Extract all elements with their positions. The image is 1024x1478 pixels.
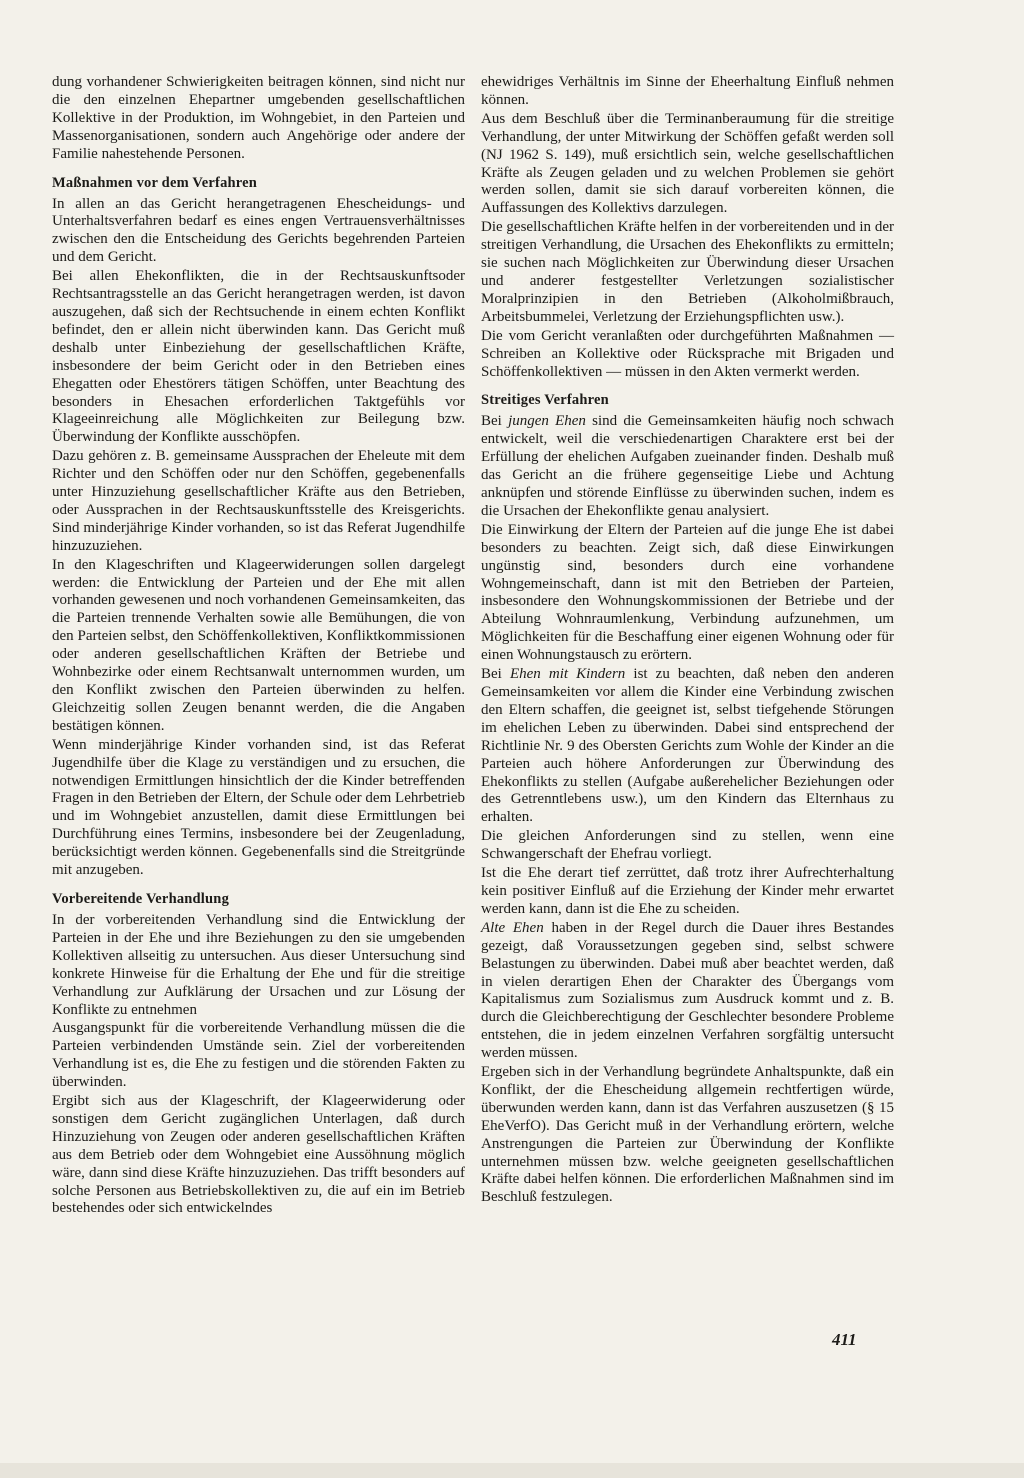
paragraph: ehewidriges Verhältnis im Sinne der Eheerhaltung Einfluß nehmen können.	[481, 74, 894, 108]
section-heading-streitiges: Streitiges Verfahren	[481, 392, 609, 409]
paragraph	[481, 920, 894, 1063]
paragraph: Die Einwirkung der Eltern der Parteien auf die junge Ehe ist dabei besonders zu beachten. Zeigt sich, daß diese Einwirkungen ungünstig sind, besonders durch eine vorhandene Wohngemeinschaft, dann ist mit den Betrieben der Parteien, insbesondere den Wohnungskommissionen der Betriebe und der Abteilung Wohnraumlenkung, Verbindung aufzunehmen, um Möglichkeiten für die Beschaffung einer eigenen Wohnung oder für einen Wohnungstausch zu erörtern.	[481, 521, 894, 664]
paragraph: Ist die Ehe derart tief zerrüttet, daß trotz ihrer Aufrechterhaltung kein positiver Einfluß auf die Erziehung der Kinder mehr erwartet werden kann, dann ist die Ehe zu scheiden.	[481, 865, 894, 917]
paragraph: dung vorhandener Schwierigkeiten beitragen können, sind nicht nur die den einzelnen Ehepartner umgebenden gesellschaftlichen Kollektive in der Produktion, im Wohngebiet, in den Parteien und Massenorganisationen, sondern auch Angehörige oder andere der Familie nahestehende Personen.	[52, 74, 465, 162]
text-run: Bei	[481, 413, 509, 430]
text-run: sind die Gemeinsamkeiten häufig noch schwach entwickelt, weil die verschiedenartigen Charaktere erst bei der Erfüllung der ehelichen Aufgaben zueinander finden. Deshalb muß das Gericht an die frühere gegenseitige Liebe und Achtung anknüpfen und störende Einflüsse zu überwinden suchen, indem es die Ursachen der Ehekonflikte genau analysiert.	[481, 413, 894, 519]
paragraph: Die vom Gericht veranlaßten oder durchgeführten Maßnahmen — Schreiben an Kollektive oder Rücksprache mit Brigaden und Schöffenkollektiven — müssen in den Akten vermerkt werden.	[481, 327, 894, 380]
paragraph: In allen an das Gericht herangetragenen Ehescheidungs- und Unterhaltsverfahren bedarf es eines engen Vertrauensverhältnisses zwischen den die Entscheidung des Gerichts begehrenden Parteien und dem Gericht.	[52, 195, 465, 266]
right-column	[481, 74, 894, 1207]
paragraph: In der vorbereitenden Verhandlung sind die Entwicklung der Parteien in der Ehe und ihre Beziehungen zu den sie umgebenden Kollektiven allseitig zu untersuchen. Aus dieser Untersuchung sind konkrete Hinweise für die Erhaltung der Ehe und für die streitige Verhandlung zur Aufklärung der Ursachen und zur Lösung der Konflikte zu entnehmen	[52, 911, 465, 1018]
paragraph: Dazu gehören z. B. gemeinsame Aussprachen der Eheleute mit dem Richter und den Schöffen oder nur den Schöffen, gegebenenfalls unter Hinzuziehung gesellschaftlicher Kräfte aus den Betrieben, oder Aussprachen in der Rechtsauskunftsstelle des Kreisgerichts. Sind minderjährige Kinder vorhanden, so ist das Referat Jugendhilfe hinzuzuziehen.	[52, 448, 465, 554]
emphasis-ehen-mit-kindern: Ehen mit Kindern	[509, 666, 626, 683]
text-run: haben in der Regel durch die Dauer ihres Bestandes gezeigt, daß Voraussetzungen gegeben sind, selbst schwere Belastungen zu überwinden. Dabei muß aber beachtet werden, daß in vielen derartigen Ehen der Charakter des Übergangs vom Kapitalismus zum Sozialismus zum Ausdruck kommt und z. B. durch die Gleichberechtigung der Geschlechter besondere Probleme entstehen, die in jedem einzelnen Verfahren sorgfältig untersucht werden müssen.	[481, 919, 894, 1062]
text-run: Bei	[481, 666, 510, 683]
paragraph: Aus dem Beschluß über die Terminanberaumung für die streitige Verhandlung, der unter Mitwirkung der Schöffen gefaßt werden soll (NJ 1962 S. 149), muß ersichtlich sein, welche gesellschaftlichen Kräfte als Zeugen geladen und zu welchen Problemen sie gehört werden sollen, damit sie sich darauf vorbereiten können, die Auffassungen des Kollektivs darzulegen.	[481, 110, 894, 217]
emphasis-junge-ehen: jungen Ehen	[508, 413, 586, 430]
paragraph: Bei allen Ehekonflikten, die in der Rechtsauskunftsoder Rechtsantragsstelle an das Gericht herangetragen werden, ist davon auszugehen, daß sich der Rechtsuchende in einem echten Konflikt befindet, den er allein nicht überwinden kann. Das Gericht muß deshalb unter Einbeziehung der gesellschaftlichen Kräfte, insbesondere der beim Gericht oder in den Betrieben eines Ehegatten oder Ehestörers tätigen Schöffen, unter Beachtung des besonders in Ehesachen erforderlichen Taktgefühls vor Klageeinreichung alle Möglichkeiten zur Beilegung bzw. Überwindung der Konflikte ausschöpfen.	[52, 268, 465, 446]
paragraph: Die gleichen Anforderungen sind zu stellen, wenn eine Schwangerschaft der Ehefrau vorliegt.	[481, 828, 894, 863]
paragraph: Die gesellschaftlichen Kräfte helfen in der vorbereitenden und in der streitigen Verhandlung, die Ursachen des Ehekonflikts zu ermitteln; sie suchen nach Möglichkeiten zur Überwindung dieser Ursachen und anderer festgestellter Verletzungen sozialistischer Moralprinzipien in den Betrieben (Alkoholmißbrauch, Arbeitsbummelei, Verletzung der Erziehungspflichten usw.).	[481, 219, 894, 325]
paragraph: Ergeben sich in der Verhandlung begründete Anhaltspunkte, daß ein Konflikt, der die Ehescheidung allgemein rechtfertigen würde, überwunden werden kann, dann ist das Verfahren auszusetzen (§ 15 EheVerfO). Das Gericht muß in der Verhandlung erörtern, welche Anstrengungen die Parteien zur Überwindung der Konflikte unternehmen müssen bzw. welche geeigneten gesellschaftlichen Kräfte dabei helfen können. Die erforderlichen Maßnahmen sind im Beschluß festzulegen.	[481, 1064, 894, 1206]
paragraph	[481, 413, 894, 520]
section-heading-massnahmen: Maßnahmen vor dem Verfahren	[52, 174, 258, 191]
scan-edge	[0, 1463, 1024, 1478]
text-run: ist zu beachten, daß neben den anderen Gemeinsamkeiten vor allem die Kinder eine Verbindung zwischen den Eltern schaffen, die geeignet ist, selbst tiefgehende Störungen im ehelichen Leben zu überwinden. Dabei sind entsprechend der Richtlinie Nr. 9 des Obersten Gerichts zum Wohle der Kinder an die Parteien auch höhere Anforderungen zur Überwindung des Ehekonflikts zu stellen (Aufgabe außerehelicher Beziehungen oder des Getrenntlebens usw.), um den Kindern das Elternhaus zu erhalten.	[481, 666, 894, 826]
emphasis-alte-ehen: Alte Ehen	[481, 919, 544, 936]
page-number: 411	[832, 1330, 857, 1349]
paragraph	[481, 666, 894, 827]
section-heading-vorbereitende: Vorbereitende Verhandlung	[52, 890, 230, 907]
paragraph: In den Klageschriften und Klageerwiderungen sollen dargelegt werden: die Entwicklung der Parteien und der Ehe mit allen vorhanden gewesenen und noch vorhandenen Gemeinsamkeiten, das die Parteien trennende Verhalten sowie alle Bemühungen, die von den Parteien selbst, den Schöffenkollektiven, Konfliktkommissionen oder anderen gesellschaftlichen Kräften der Betriebe und Wohnbezirke oder einem Rechtsanwalt unternommen wurden, um den Konflikt zwischen den Parteien überwinden zu helfen. Gleichzeitig sollen Zeugen benannt werden, die die Angaben bestätigen können.	[52, 556, 465, 734]
left-column	[52, 74, 465, 1218]
paragraph: Wenn minderjährige Kinder vorhanden sind, ist das Referat Jugendhilfe über die Klage zu verständigen und zu ersuchen, die notwendigen Ermittlungen hinsichtlich der die Kinder betreffenden Fragen in den Betrieben der Eltern, der Schule oder dem Lehrbetrieb und im Wohngebiet anzustellen, damit diese Ermittlungen bei Durchführung eines Termins, insbesondere bei der Zeugenladung, berücksichtigt werden können. Gegebenenfalls sind die Streitgründe mit anzugeben.	[52, 736, 465, 879]
paragraph: Ausgangspunkt für die vorbereitende Verhandlung müssen die die Parteien verbindenden Umstände sein. Ziel der vorbereitenden Verhandlung ist es, die Ehe zu festigen und die störenden Fakten zu überwinden.	[52, 1020, 465, 1091]
paragraph: Ergibt sich aus der Klageschrift, der Klageerwiderung oder sonstigen dem Gericht zugänglichen Unterlagen, daß durch Hinzuziehung von Zeugen oder anderen gesellschaftlichen Kräften aus dem Betrieb oder dem Wohngebiet eine Aussöhnung möglich wäre, dann sind diese Kräfte hinzuzuziehen. Das trifft besonders auf solche Personen aus Betriebskollektiven zu, die auf ein im Betrieb bestehendes oder sich entwickelndes	[52, 1093, 465, 1217]
